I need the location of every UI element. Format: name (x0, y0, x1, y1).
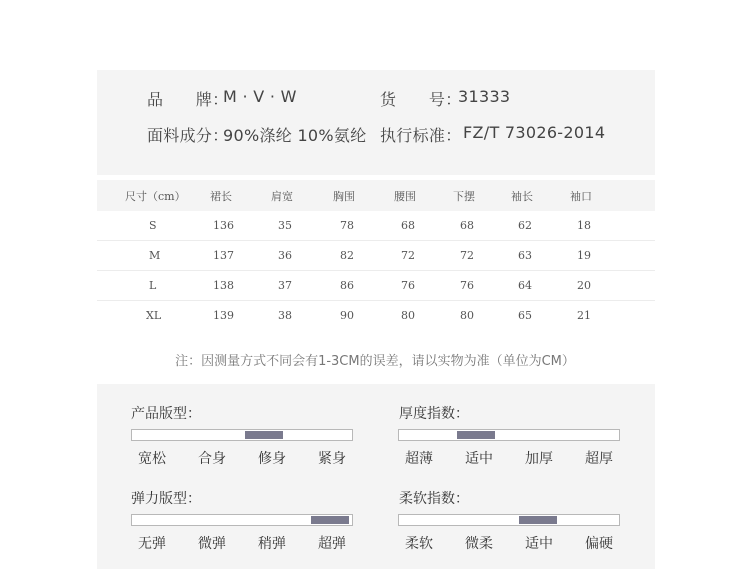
table-cell: 80 (401, 309, 415, 322)
header-waist: 腰围 (394, 180, 453, 211)
fabric-value: 90%涤纶 10%氨纶 (223, 126, 367, 145)
table-cell: 82 (333, 241, 394, 271)
thickness-option-ultra-thin: 超薄 (405, 451, 433, 467)
fit-option-slim: 修身 (258, 451, 286, 467)
thickness-option-medium: 适中 (465, 451, 493, 467)
header-sleeve-length: 袖长 (511, 180, 570, 211)
table-cell: 137 (210, 241, 271, 271)
table-cell: 68 (394, 211, 453, 241)
table-cell: 18 (570, 211, 655, 241)
softness-option-soft: 柔软 (405, 536, 433, 552)
table-cell: 21 (577, 309, 591, 322)
table-cell: 20 (570, 271, 655, 301)
table-cell: 38 (278, 309, 292, 322)
table-cell: 64 (511, 271, 570, 301)
elasticity-option-slight: 微弹 (198, 536, 226, 552)
table-cell: 80 (460, 309, 474, 322)
table-cell: 36 (271, 241, 333, 271)
standard-label: 执行标准： (380, 126, 462, 145)
header-shoulder: 肩宽 (271, 180, 333, 211)
table-cell: 68 (453, 211, 511, 241)
fit-option-regular: 合身 (198, 451, 226, 467)
table-cell: 72 (453, 241, 511, 271)
brand-label: 品 牌： (147, 90, 229, 109)
softness-index-title: 柔软指数： (399, 491, 469, 507)
elasticity-index-title: 弹力版型： (131, 491, 201, 507)
fit-index-indicator (245, 431, 283, 439)
fabric-label: 面料成分： (147, 126, 229, 145)
thickness-option-extra-thick: 超厚 (585, 451, 613, 467)
header-cuff: 袖口 (570, 180, 655, 211)
table-row (97, 301, 655, 331)
table-cell: 63 (511, 241, 570, 271)
elasticity-option-none: 无弹 (138, 536, 166, 552)
fit-index-title: 产品版型： (131, 406, 201, 422)
table-cell: 139 (213, 309, 234, 322)
elasticity-option-super: 超弹 (318, 536, 346, 552)
fit-option-loose: 宽松 (138, 451, 166, 467)
item-number-value: 31333 (458, 87, 511, 106)
table-cell: 76 (394, 271, 453, 301)
standard-value: FZ/T 73026-2014 (463, 123, 606, 142)
softness-index-indicator (519, 516, 557, 524)
table-cell: 62 (511, 211, 570, 241)
fit-option-tight: 紧身 (318, 451, 346, 467)
table-cell: 37 (271, 271, 333, 301)
header-bust: 胸围 (333, 180, 394, 211)
table-cell: 72 (394, 241, 453, 271)
softness-option-medium: 适中 (525, 536, 553, 552)
header-dress-length: 裙长 (210, 180, 271, 211)
thickness-index-title: 厚度指数： (399, 406, 469, 422)
elasticity-index-indicator (311, 516, 349, 524)
size-table-header-row (97, 180, 655, 211)
thickness-index-bar (398, 429, 620, 441)
header-hem: 下摆 (453, 180, 511, 211)
thickness-option-thick: 加厚 (525, 451, 553, 467)
table-cell: XL (146, 309, 162, 322)
softness-option-slightly-soft: 微柔 (465, 536, 493, 552)
table-cell: 78 (333, 211, 394, 241)
fit-index-bar (131, 429, 353, 441)
brand-value: M · V · W (223, 87, 297, 106)
header-size: 尺寸（cm） (125, 180, 210, 211)
table-cell: 19 (570, 241, 655, 271)
measurement-note: 注：因测量方式不同会有1-3CM的误差，请以实物为准（单位为CM） (175, 354, 575, 369)
elasticity-option-some: 稍弹 (258, 536, 286, 552)
thickness-index-indicator (457, 431, 495, 439)
table-cell: 35 (271, 211, 333, 241)
table-row (97, 211, 655, 241)
table-cell: 90 (340, 309, 354, 322)
softness-index-bar (398, 514, 620, 526)
table-cell: 138 (210, 271, 271, 301)
item-number-label: 货 号： (380, 90, 462, 109)
table-cell: 136 (210, 211, 271, 241)
elasticity-index-bar (131, 514, 353, 526)
table-row (97, 271, 655, 301)
size-table (97, 180, 655, 330)
table-cell: 86 (333, 271, 394, 301)
table-cell: S (125, 211, 210, 241)
table-cell: M (125, 241, 210, 271)
fabric-index-panel (97, 384, 655, 569)
table-cell: L (125, 271, 210, 301)
softness-option-stiff: 偏硬 (585, 536, 613, 552)
table-row (97, 241, 655, 271)
table-cell: 65 (518, 309, 532, 322)
table-cell: 76 (453, 271, 511, 301)
product-info-panel (97, 70, 655, 175)
